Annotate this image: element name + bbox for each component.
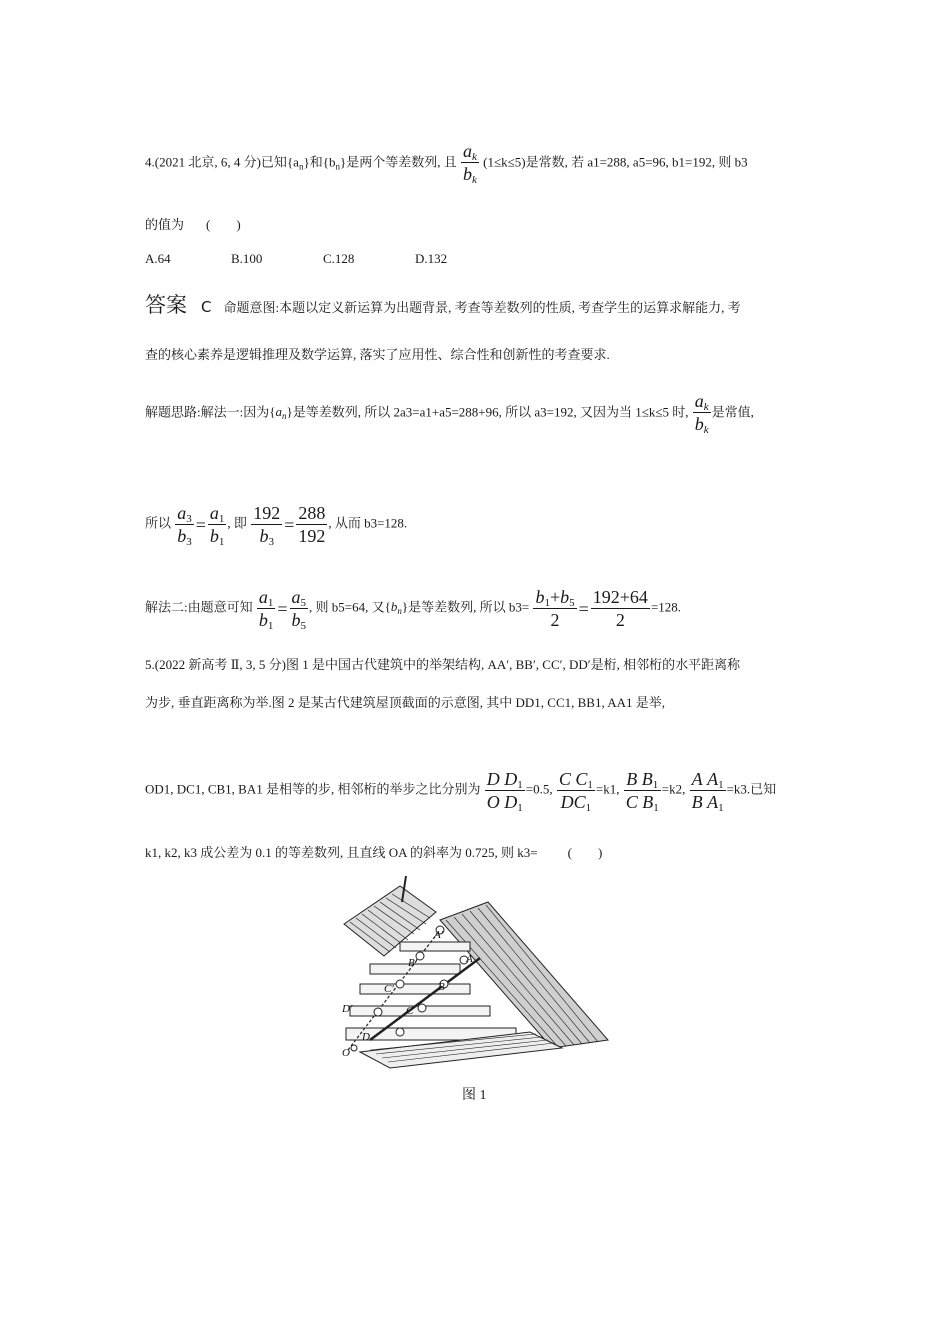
q4-options xyxy=(145,250,447,268)
method-one-result: 所以 $\frac{a_3}{b_3}$ = $\frac{a_1}{b_1}$ , 即 $\frac{192}{b_3}$ = $\frac{288}{192}$ , 从而 b3=128. xyxy=(145,503,408,548)
q4-stem: 4.(2021 北京, 6, 4 分)已知$\{a_n\}$和$\{b_n\}$是两个等差数列, 且 $\frac{a_k}{b_k}$ (1≤k≤5)是常数, 若 a1=288, a5=96, b1=192, 则 b3 xyxy=(145,141,748,186)
label-a-prime: A′ xyxy=(434,929,444,941)
option-c: C.128 xyxy=(323,251,355,266)
answer-intent-line1: 答案 C 命题意图:本题以定义新运算为出题背景, 考查等差数列的性质, 考查学生的运算求解能力, 考 xyxy=(145,293,741,317)
q5-line1: 5.(2022 新高考 Ⅱ, 3, 5 分)图 1 是中国古代建筑中的举架结构, AA′, BB′, CC′, DD′是桁, 相邻桁的水平距离称 xyxy=(145,657,741,672)
label-d-prime: D′ xyxy=(342,1003,353,1015)
label-a: A xyxy=(466,953,473,965)
label-o: O xyxy=(342,1047,350,1059)
label-c-prime: C′ xyxy=(384,983,394,995)
ak-over-bk-fraction: $\frac{a_k}{b_k}$ xyxy=(462,141,477,186)
q5-line2: 为步, 垂直距离称为举.图 2 是某古代建筑屋顶截面的示意图, 其中 DD1, CC1, BB1, AA1 是举, xyxy=(145,695,666,710)
option-a: A.64 xyxy=(145,251,171,266)
option-b: B.100 xyxy=(231,251,263,266)
method-one: 解题思路:解法一:因为$\{a_n\}$是等差数列, 所以 2a3=a1+a5=288+96, 所以 a3=192, 又因为当 1≤k≤5 时, $\frac{a_k}{b_k}$ 是常值, xyxy=(145,391,754,436)
answer-label: 答案 xyxy=(145,293,187,317)
figure-caption: 图 1 xyxy=(462,1088,487,1103)
q4-stem-tail: 的值为 ( ) xyxy=(145,217,241,232)
q5-line4: k1, k2, k3 成公差为 0.1 的等差数列, 且直线 OA 的斜率为 0.725, 则 k3= ( ) xyxy=(145,845,603,860)
q5-line3: OD1, DC1, CB1, BA1 是相等的步, 相邻桁的举步之比分别为 $\frac{D D_1}{O D_1}$ =0.5, $\frac{C C_1}{DC_1}$ =k1, $\frac{B B_1}{C B_1}$ =k2, $\frac{A A_1}{B A_1}$ =k3.已知 xyxy=(145,769,777,814)
label-b: B xyxy=(438,981,445,993)
option-d: D.132 xyxy=(415,251,448,266)
ak-over-bk-fraction-2: $\frac{a_k}{b_k}$ xyxy=(694,391,709,436)
method-two: 解法二:由题意可知 $\frac{a_1}{b_1}$ = $\frac{a_5}{b_5}$ , 则 b5=64, 又$\{b_n\}$是等差数列, 所以 b3= $\frac{b_1+b_5}{2}$ = $\frac{192+64}{2}$ =128. xyxy=(145,587,682,632)
label-c: C xyxy=(406,1005,414,1017)
roof-truss-figure xyxy=(340,872,612,1072)
label-d: D xyxy=(362,1031,370,1043)
label-b-prime: B′ xyxy=(408,957,418,969)
answer-intent-line2: 查的核心素养是逻辑推理及数学运算, 落实了应用性、综合性和创新性的考查要求. xyxy=(145,347,610,362)
answer-letter: C xyxy=(201,298,212,316)
